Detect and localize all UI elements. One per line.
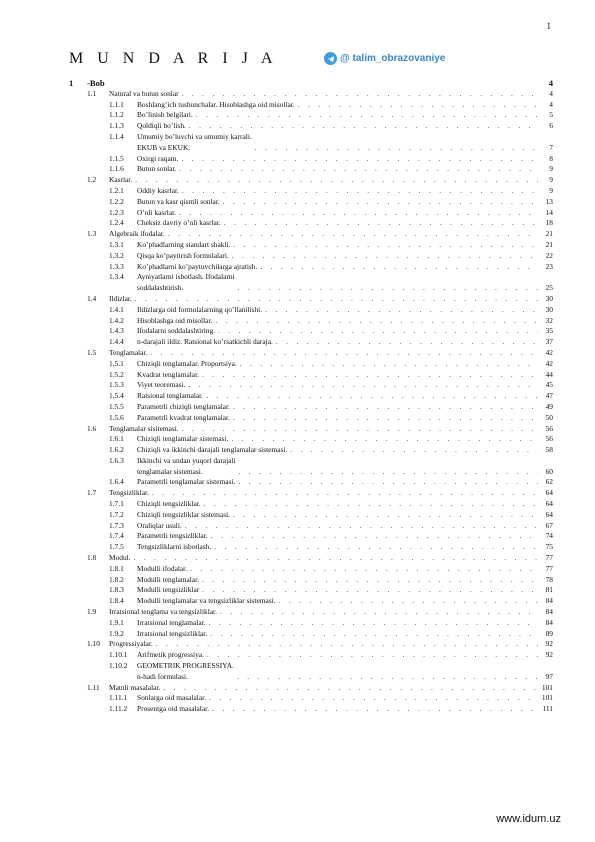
toc-leader-dots (233, 414, 538, 422)
toc-leader-dots (204, 500, 538, 508)
toc-page-number: 49 (545, 401, 553, 411)
toc-leader-dots (185, 522, 538, 530)
toc-leader-dots (202, 576, 538, 584)
toc-entry[interactable] (69, 562, 553, 573)
toc-page-number: 22 (545, 250, 553, 260)
toc-entry[interactable] (69, 379, 553, 390)
toc-entry-title: Irratsional tenglamalar. (137, 617, 206, 627)
toc-entry-title: Modulli ifodalar. (137, 563, 188, 573)
toc-entry-number: 1.3.1 (109, 239, 124, 249)
toc-leader-dots (214, 543, 538, 551)
toc-entry[interactable] (69, 519, 553, 530)
toc-entry[interactable] (69, 692, 553, 703)
toc-leader-dots (168, 230, 538, 238)
toc-page-number: 25 (545, 283, 553, 293)
toc-entry-number: 1.2.3 (109, 207, 124, 217)
toc-entry[interactable] (69, 163, 553, 174)
toc-entry[interactable] (69, 335, 553, 346)
toc-entry-title: Cheksiz davriy o’nli kasrlar. (137, 218, 221, 228)
toc-entry-number: 1.6.4 (109, 477, 124, 487)
toc-page-number: 77 (545, 563, 553, 573)
toc-leader-dots (150, 349, 538, 357)
toc-leader-dots (233, 403, 538, 411)
toc-leader-dots (238, 478, 538, 486)
toc-entry[interactable] (69, 594, 553, 605)
toc-page-number: 13 (545, 196, 553, 206)
toc-entry[interactable] (69, 152, 553, 163)
toc-entry[interactable] (69, 314, 553, 325)
toc-entry-number: 1.7.1 (109, 499, 124, 509)
toc-entry-number: 1.1.5 (109, 153, 124, 163)
toc-page-number: 37 (545, 337, 553, 347)
toc-leader-dots (239, 468, 538, 476)
toc-entry-title: Ildizlarga oid formulalarning qo’llanilishi. (137, 304, 263, 314)
toc-entry-title: Ikkinchi va undan yuqori darajali (137, 455, 236, 465)
toc-entry[interactable] (69, 217, 553, 228)
toc-entry-number: 1.11.1 (109, 693, 128, 703)
toc-entry-title: Kvadrat tenglamalar. (137, 369, 199, 379)
toc-entry-number: 1.8.4 (109, 596, 124, 606)
page-number: 1 (546, 21, 551, 31)
toc-leader-dots (231, 435, 538, 443)
toc-entry-number: 1.4 (87, 293, 97, 303)
toc-entry-title: Algebraik ifodalar. (109, 229, 165, 239)
toc-leader-dots (255, 144, 538, 152)
toc-leader-dots (212, 705, 538, 713)
toc-entry[interactable] (69, 109, 553, 120)
toc-entry[interactable] (69, 173, 553, 184)
toc-entry[interactable] (69, 443, 553, 454)
toc-entry-number: 1.4.1 (109, 304, 124, 314)
toc-entry-title: Modulli tengsizliklar (137, 585, 200, 595)
toc-entry-number: 1 (69, 78, 74, 88)
toc-entry-title: Tenglamalar. (109, 347, 148, 357)
toc-entry[interactable] (69, 648, 553, 659)
toc-page-number: 84 (545, 607, 553, 617)
toc-leader-dots (135, 176, 538, 184)
toc-entry[interactable] (69, 530, 553, 541)
toc-entry[interactable] (69, 325, 553, 336)
toc-leader-dots (209, 694, 538, 702)
toc-entry[interactable] (69, 638, 553, 649)
toc-entry-number: 1.5.6 (109, 412, 124, 422)
toc-leader-dots (260, 263, 538, 271)
toc-entry[interactable] (69, 260, 553, 271)
toc-entry-title: Ko’phadlarning standart shakli. (137, 239, 231, 249)
toc-entry-title: Oddiy kasrlar. (137, 185, 179, 195)
toc-page-number: 50 (545, 412, 553, 422)
toc-entry[interactable] (69, 551, 553, 562)
toc-leader-dots (265, 306, 538, 314)
toc-page-number: 64 (545, 499, 553, 509)
toc-entry[interactable] (69, 497, 553, 508)
toc-entry-title: Ko’phadlarni ko’paytuvchilarga ajratish. (137, 261, 258, 271)
toc-entry[interactable] (69, 540, 553, 551)
toc-leader-dots (206, 392, 538, 400)
toc-page-number: 4 (549, 88, 553, 98)
toc-entry-title: Kasrlar. (109, 175, 133, 185)
toc-entry-number: 1.1 (87, 88, 97, 98)
toc-entry-title: Chiziqli tengsizliklar sistemasi. (137, 509, 230, 519)
toc-leader-dots (202, 586, 538, 594)
toc-entry-number: 1.4.4 (109, 337, 124, 347)
toc-entry-number: 1.8.3 (109, 585, 124, 595)
toc-entry-title-continued: soddalashtirish. (137, 283, 184, 293)
toc-entry[interactable] (69, 195, 553, 206)
toc-entry[interactable] (69, 87, 553, 98)
toc-entry-title: Parametrli tenglamalar sistemasi. (137, 477, 236, 487)
toc-leader-dots (223, 198, 538, 206)
toc-entry-title-continued: EKUB va EKUK. (137, 142, 191, 152)
footer-url: www.idum.uz (496, 813, 561, 825)
toc-page-number: 44 (545, 369, 553, 379)
toc-page-number: 6 (549, 121, 553, 131)
toc-entry[interactable] (69, 346, 553, 357)
toc-entry-number: 1.4.2 (109, 315, 124, 325)
toc-leader-dots (163, 684, 538, 692)
toc-entry-title: Modulli tenglamalar va tengsizliklar sistemasi. (137, 596, 276, 606)
toc-entry-title: Sonlarga oid masalalar. (137, 693, 207, 703)
toc-leader-dots (233, 511, 538, 519)
toc-leader-dots (209, 619, 538, 627)
toc-page-number: 32 (545, 315, 553, 325)
toc-entry[interactable] (69, 584, 553, 595)
toc-entry[interactable] (69, 119, 553, 130)
toc-entry-title: Ildizlar. (109, 293, 132, 303)
toc-entry-number: 1.3.2 (109, 250, 124, 260)
toc-page-number: 9 (549, 164, 553, 174)
toc-leader-dots (290, 446, 538, 454)
toc-entry[interactable] (69, 508, 553, 519)
toc-entry-number: 1.5.5 (109, 401, 124, 411)
toc-entry-number: 1.3.4 (109, 272, 124, 282)
toc-entry-number: 1.7.3 (109, 520, 124, 530)
toc-page-number: 67 (545, 520, 553, 530)
toc-page-number: 58 (545, 445, 553, 455)
toc-leader-dots (182, 425, 538, 433)
toc-entry-title: Irratsional tenglama va tengsizliklar. (109, 607, 217, 617)
toc-leader-dots (190, 565, 538, 573)
toc-entry[interactable] (69, 227, 553, 238)
toc-page-number: 56 (545, 423, 553, 433)
toc-entry-title: Hisoblashga oid misollar. (137, 315, 213, 325)
toc-entry[interactable] (69, 292, 553, 303)
toc-entry-title: Umumiy bo’luvchi va umumiy karrali. (137, 131, 252, 141)
toc-entry[interactable] (69, 486, 553, 497)
toc-leader-dots (134, 554, 538, 562)
toc-entry-number: 1.5.1 (109, 358, 124, 368)
toc-page-number: 4 (548, 78, 553, 88)
toc-leader-dots (207, 651, 538, 659)
toc-leader-dots (181, 155, 538, 163)
toc-entry[interactable] (69, 75, 553, 87)
toc-page-number: 75 (545, 542, 553, 552)
toc-page-number: 7 (549, 142, 553, 152)
toc-entry-title: Boshlang’ich tushunchalar. Hisoblashga oid misollar. (137, 99, 295, 109)
toc-entry[interactable] (69, 303, 553, 314)
toc-entry[interactable] (69, 422, 553, 433)
toc-entry-title: Chiziqli va ikkinchi darajali tenglamalar sistemasi. (137, 445, 288, 455)
toc-entry-number: 1.1.1 (109, 99, 124, 109)
toc-leader-dots (152, 489, 538, 497)
toc-page-number: 101 (541, 693, 553, 703)
toc-leader-dots (182, 90, 538, 98)
toc-entry-title: Chiziqli tengsizliklar. (137, 499, 201, 509)
toc-page-number: 8 (549, 153, 553, 163)
toc-page-number: 92 (545, 650, 553, 660)
toc-entry[interactable] (69, 411, 553, 422)
toc-leader-dots (179, 165, 538, 173)
toc-page-number: 62 (545, 477, 553, 487)
toc-entry-title: Butun sonlar. (137, 164, 177, 174)
toc-entry[interactable] (69, 389, 553, 400)
toc-entry-title: Modulli tenglamalar. (137, 574, 199, 584)
toc-entry[interactable] (69, 206, 553, 217)
toc-entry-title: Chiziqli tenglamalar sistemasi. (137, 434, 229, 444)
toc-entry-title: Parametrli kvadrat tenglamalar. (137, 412, 230, 422)
toc-entry-number: 1.10 (87, 639, 100, 649)
toc-page-number: 101 (541, 682, 553, 692)
toc-entry[interactable] (69, 702, 553, 713)
telegram-watermark (324, 52, 445, 65)
toc-page-number: 9 (549, 175, 553, 185)
toc-page-number: 4 (549, 99, 553, 109)
toc-page-number: 18 (545, 218, 553, 228)
toc-entry-title: Viyet teoremasi. (137, 380, 186, 390)
toc-entry-title: Qoldiqli bo’lish. (137, 121, 186, 131)
toc-entry[interactable] (69, 130, 553, 152)
toc-entry-number: 1.9.1 (109, 617, 124, 627)
toc-entry[interactable] (69, 184, 553, 195)
toc-page-number: 5 (549, 110, 553, 120)
toc-entry-title: Irratsional tengsizliklar. (137, 628, 208, 638)
toc-page-number: 45 (545, 380, 553, 390)
toc-entry-number: 1.11 (87, 682, 100, 692)
toc-page-number: 9 (549, 185, 553, 195)
toc-entry-number: 1.5.4 (109, 391, 124, 401)
toc-entry-title-continued: n-hadi formulasi. (137, 671, 188, 681)
toc-leader-dots (240, 360, 538, 368)
toc-page-number: 56 (545, 434, 553, 444)
toc-leader-dots (189, 122, 538, 130)
toc-entry-title: Matnli masalalar. (109, 682, 161, 692)
toc-page-number: 30 (545, 293, 553, 303)
toc-entry-title: Butun va kasr qismli sonlar. (137, 196, 220, 206)
toc-entry-title: Tengsizliklarni isbotlash. (137, 542, 212, 552)
toc-page-number: 74 (545, 531, 553, 541)
toc-entry[interactable] (69, 627, 553, 638)
toc-page-number: 111 (542, 704, 553, 714)
toc-leader-dots (279, 597, 538, 605)
toc-entry[interactable] (69, 249, 553, 260)
toc-entry-title: Bo’linish belgilari. (137, 110, 193, 120)
toc-entry-number: 1.4.3 (109, 326, 124, 336)
toc-entry-title: Qisqa ko’paytirish formulalari. (137, 250, 229, 260)
toc-entry-number: 1.10.1 (109, 650, 128, 660)
toc-page-number: 89 (545, 628, 553, 638)
toc-leader-dots (224, 219, 538, 227)
toc-entry-title: Ayniyatlarni isbotlash. Ifodalarni (137, 272, 235, 282)
toc-entry-title: Modul. (109, 553, 131, 563)
toc-leader-dots (238, 284, 538, 292)
toc-entry-number: 1.5 (87, 347, 97, 357)
toc-entry-title: Progressiyalar. (109, 639, 153, 649)
toc-entry-number: 1.3 (87, 229, 97, 239)
toc-page-number: 42 (545, 358, 553, 368)
toc-entry-title: Ratsional tenglamalar. (137, 391, 204, 401)
toc-entry-title: Oraliqlar usuli. (137, 520, 182, 530)
toc-page-number: 47 (545, 391, 553, 401)
toc-entry-number: 1.2.4 (109, 218, 124, 228)
toc-page-number: 14 (545, 207, 553, 217)
toc-entry-number: 1.9.2 (109, 628, 124, 638)
toc-leader-dots (215, 317, 538, 325)
toc-page-number: 60 (545, 466, 553, 476)
toc-page-number: 21 (545, 229, 553, 239)
toc-entry-number: 1.2.1 (109, 185, 124, 195)
toc-entry[interactable] (69, 433, 553, 444)
watermark-text: @ talim_obrazovaniye (340, 53, 446, 64)
toc-entry-title: Natural va butun sonlar (109, 88, 179, 98)
toc-entry-title: Chiziqli tenglamalar. Proportsiya. (137, 358, 237, 368)
toc-page-number: 23 (545, 261, 553, 271)
toc-entry-number: 1.6.2 (109, 445, 124, 455)
toc-leader-dots (188, 381, 538, 389)
toc-entry-number: 1.3.3 (109, 261, 124, 271)
toc-entry-number: 1.8 (87, 553, 97, 563)
toc-leader-dots (218, 327, 538, 335)
toc-entry[interactable] (69, 98, 553, 109)
toc-entry-number: 1.1.6 (109, 164, 124, 174)
toc-page-number: 35 (545, 326, 553, 336)
toc-entry-title: -Bob (87, 78, 105, 88)
toc-entry[interactable] (69, 400, 553, 411)
toc-entry-number: 1.7.2 (109, 509, 124, 519)
toc-entry-title: Parametrli chiziqli tenglamalar. (137, 401, 230, 411)
toc-page-number: 92 (545, 639, 553, 649)
toc-leader-dots (211, 532, 538, 540)
toc-entry-number: 1.11.2 (109, 704, 128, 714)
toc-entry[interactable] (69, 573, 553, 584)
toc-leader-dots (182, 187, 538, 195)
page-title: M U N D A R I J A (69, 50, 278, 67)
toc-entry-number: 1.8.1 (109, 563, 124, 573)
toc-entry-number: 1.9 (87, 607, 97, 617)
toc-entry[interactable] (69, 357, 553, 368)
toc-entry-title: Prosentga oid masalalar. (137, 704, 210, 714)
toc-leader-dots (202, 371, 538, 379)
toc-entry-number: 1.1.2 (109, 110, 124, 120)
toc-entry[interactable] (69, 271, 553, 293)
toc-entry[interactable] (69, 605, 553, 616)
toc-entry-title: Ifodalarni soddalashtiring. (137, 326, 215, 336)
toc-leader-dots (233, 241, 538, 249)
toc-leader-dots (232, 252, 538, 260)
toc-entry-title: Tenglamalar sisitemasi. (109, 423, 179, 433)
toc-entry-number: 1.7 (87, 488, 97, 498)
toc-entry-number: 1.10.2 (109, 661, 128, 671)
toc-entry-title: GEOMETRIK PROGRESSIYA. (137, 661, 234, 671)
toc-page-number: 84 (545, 617, 553, 627)
toc-page-number: 97 (545, 671, 553, 681)
toc-entry-title-continued: tenglamalar sistemasi. (137, 466, 203, 476)
toc-leader-dots (135, 295, 538, 303)
toc-entry[interactable] (69, 659, 553, 681)
toc-leader-dots (156, 640, 538, 648)
toc-entry-number: 1.6.3 (109, 455, 124, 465)
toc-entry-number: 1.7.5 (109, 542, 124, 552)
toc-entry-number: 1.8.2 (109, 574, 124, 584)
toc-leader-dots (210, 630, 538, 638)
toc-entry[interactable] (69, 681, 553, 692)
toc-page-number: 64 (545, 488, 553, 498)
table-of-contents (69, 75, 553, 713)
toc-page-number: 78 (545, 574, 553, 584)
toc-entry-number: 1.5.3 (109, 380, 124, 390)
toc-leader-dots (276, 338, 538, 346)
toc-entry-number: 1.2 (87, 175, 97, 185)
toc-entry-number: 1.5.2 (109, 369, 124, 379)
toc-entry-number: 1.1.4 (109, 131, 124, 141)
toc-entry-number: 1.2.2 (109, 196, 124, 206)
toc-entry-number: 1.1.3 (109, 121, 124, 131)
toc-page-number: 21 (545, 239, 553, 249)
toc-entry[interactable] (69, 476, 553, 487)
toc-entry[interactable] (69, 368, 553, 379)
toc-entry[interactable] (69, 616, 553, 627)
toc-entry-title: Tengsizliklar. (109, 488, 149, 498)
toc-entry-title: O’nli kasrlar. (137, 207, 176, 217)
toc-entry-title: n-darajali ildiz. Ratsional ko’rsatkichli daraja. (137, 337, 273, 347)
toc-entry-number: 1.7.4 (109, 531, 124, 541)
toc-page-number: 64 (545, 509, 553, 519)
toc-leader-dots (237, 673, 538, 681)
toc-page-number: 30 (545, 304, 553, 314)
toc-entry[interactable] (69, 238, 553, 249)
toc-page-number: 81 (545, 585, 553, 595)
toc-entry-number: 1.6.1 (109, 434, 124, 444)
toc-leader-dots (220, 608, 538, 616)
toc-leader-dots (179, 209, 538, 217)
toc-entry-number: 1.6 (87, 423, 97, 433)
toc-leader-dots (196, 111, 538, 119)
toc-entry[interactable] (69, 454, 553, 476)
toc-page-number: 84 (545, 596, 553, 606)
toc-leader-dots (298, 101, 538, 109)
toc-entry-title: Oxirgi raqam. (137, 153, 179, 163)
toc-entry-title: Arifmetik progressiya. (137, 650, 204, 660)
toc-entry-title: Parametrli tengsizliklar. (137, 531, 208, 541)
telegram-icon (324, 52, 337, 65)
toc-page-number: 77 (545, 553, 553, 563)
toc-page-number: 42 (545, 347, 553, 357)
